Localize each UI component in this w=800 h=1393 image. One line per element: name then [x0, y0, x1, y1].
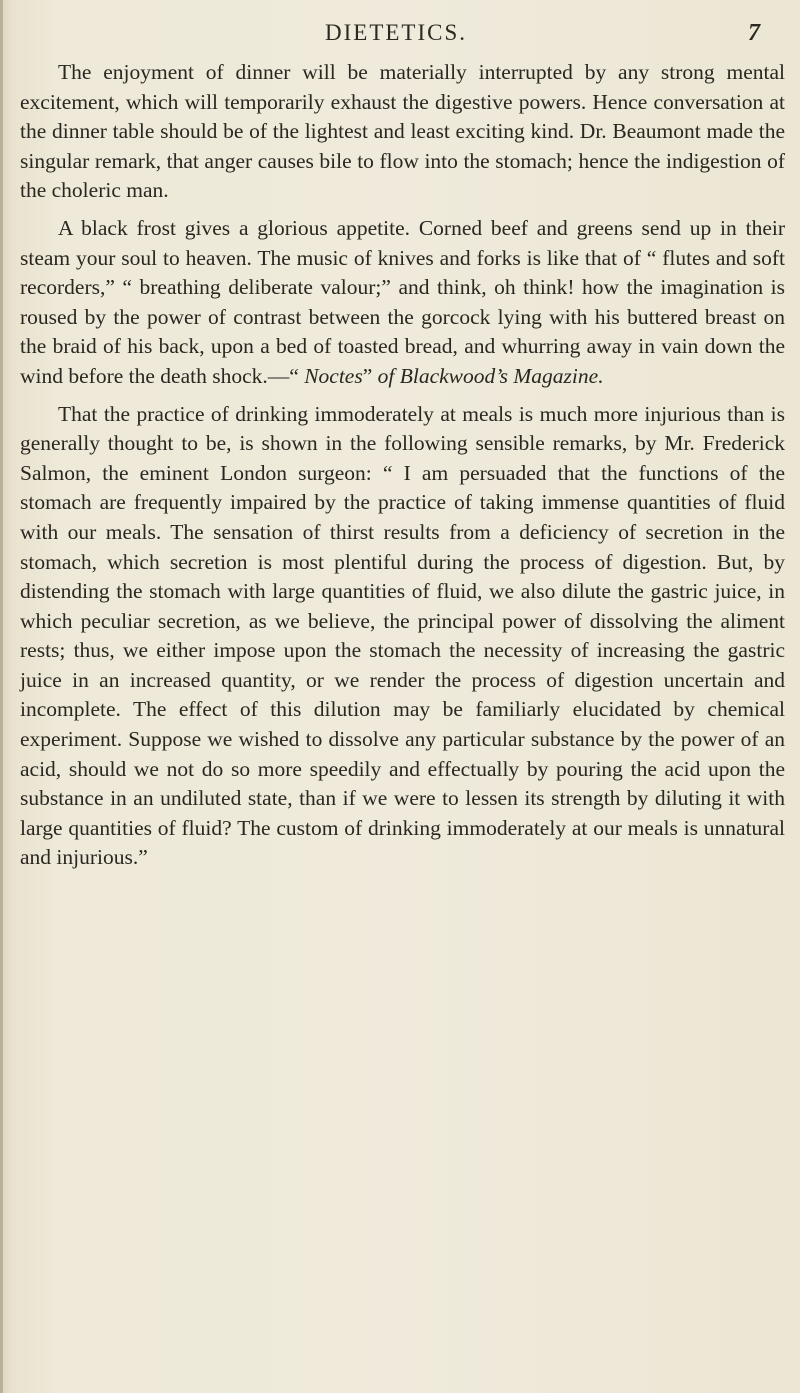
paragraph-black-frost	[20, 214, 785, 392]
page-header	[0, 20, 800, 60]
page-number: 7	[748, 20, 760, 46]
paragraph-drinking-at-meals: That the practice of drinking immoderately at meals is much more injurious than is generally thought to be, is shown in the following sensible remarks, by Mr. Frederick Salmon, the eminent London surgeon: “ I am persuaded that the functions of the stomach are frequently impaired by the practice of taking immense quantities of fluid with our meals. The sensation of thirst results from a deficiency of secretion in the stomach, which secretion is most plentiful during the process of digestion. But, by distending the stomach with large quantities of fluid, we also dilute the gastric juice, in which peculiar secretion, as we believe, the principal power of dissolving the aliment rests; thus, we either impose upon the stomach the necessity of increasing the gastric juice in an increased quantity, or we render the process of digestion uncertain and incomplete. The effect of this dilution may be familiarly elucidated by chemical experiment. Suppose we wished to dissolve any particular substance by the power of an acid, should we not do so more speedily and effectually by pouring the acid upon the substance in an undiluted state, than if we were to lessen its strength by diluting it with large quantities of fluid? The custom of drinking immoderately at our meals is unnatural and injurious.”	[20, 401, 785, 870]
source-citation-noctes: Noctes	[304, 363, 363, 388]
paragraph-dinner-excitement: The enjoyment of dinner will be materially interrupted by any strong mental excitement, which will temporarily exhaust the digestive powers. Hence conversation at the dinner table should be of the lightest and least exciting kind. Dr. Beaumont made the singular remark, that anger causes bile to flow into the stomach; hence the indigestion of the choleric man.	[20, 60, 785, 203]
source-citation-magazine: of Blackwood’s Magazine.	[377, 363, 604, 388]
body-text	[20, 58, 785, 881]
quote-close: ”	[362, 363, 378, 388]
running-head: DIETETICS.	[325, 20, 468, 45]
page-gutter-edge	[0, 0, 3, 1393]
paragraph-black-frost-text: A black frost gives a glorious appetite. Corned beef and greens send up in their steam your soul to heaven. The music of knives and forks is like that of “ flutes and soft recorders,” “ breathing deliberate valour;” and think, oh think! how the imagination is roused by the power of contrast between the gorcock lying with his buttered breast on the braid of his back, upon a bed of toasted bread, and whurring away in vain down the wind before the death shock.—“	[20, 215, 785, 388]
